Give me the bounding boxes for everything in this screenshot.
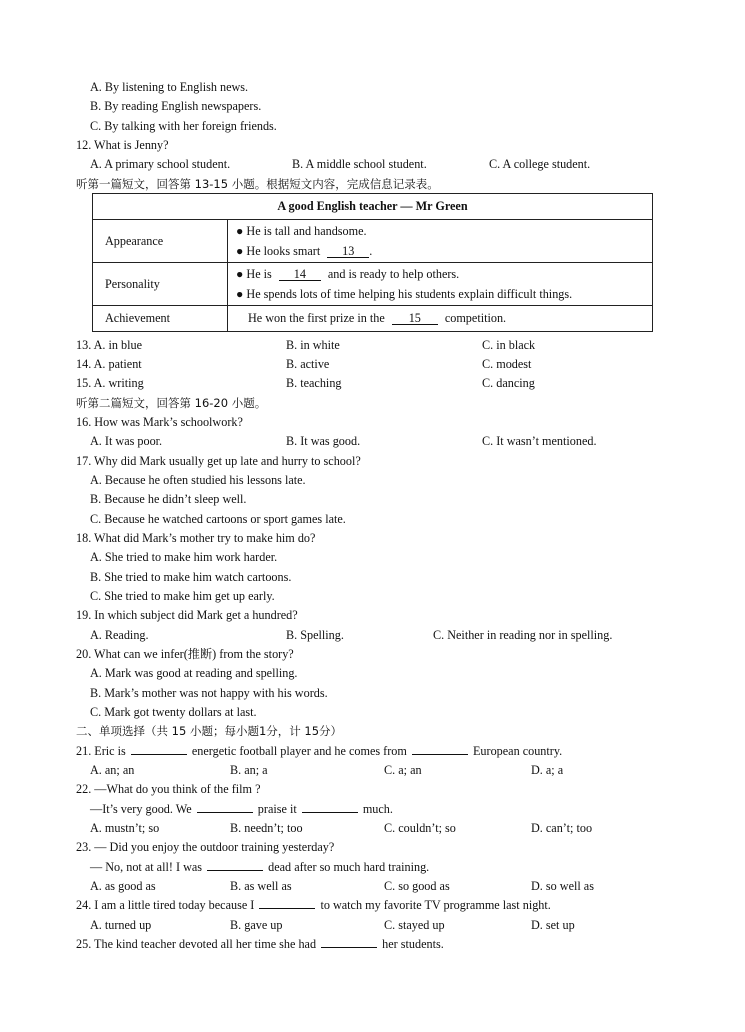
appearance-label: Appearance [93, 220, 228, 263]
answer-blank-15[interactable]: 15 [392, 312, 438, 325]
q21-option-d: D. a; a [531, 763, 564, 777]
personality-label: Personality [93, 263, 228, 306]
q23-blank[interactable] [207, 870, 263, 871]
q18-option-a: A. She tried to make him work harder. [90, 550, 278, 564]
q21-stem-part-1: 21. Eric is [76, 744, 126, 758]
q13-option-b: B. in white [286, 338, 340, 352]
appearance-line-2-end: . [369, 244, 373, 258]
q24-option-c: C. stayed up [384, 918, 445, 932]
info-table-title: A good English teacher — Mr Green [93, 194, 653, 220]
q18-option-c: C. She tried to make him get up early. [90, 589, 275, 603]
q22-option-b: B. needn’t; too [230, 821, 303, 835]
q19-option-c: C. Neither in reading nor in spelling. [433, 628, 613, 642]
q23-reply [90, 860, 429, 874]
achievement-cell [228, 306, 653, 332]
q17-option-c: C. Because he watched cartoons or sport games late. [90, 512, 346, 526]
q16-option-b: B. It was good. [286, 434, 361, 448]
q23-option-b: B. as well as [230, 879, 292, 893]
q22-blank-2[interactable] [302, 812, 358, 813]
q18-stem: 18. What did Mark’s mother try to make him do? [76, 531, 316, 545]
q21-option-c: C. a; an [384, 763, 422, 777]
section-16-20-heading: 听第二篇短文，回答第 16-20 小题。 [76, 396, 267, 410]
q25-stem-part-1: 25. The kind teacher devoted all her time she had [76, 937, 317, 951]
appearance-line-2 [236, 241, 652, 261]
answer-blank-13[interactable]: 13 [327, 245, 369, 258]
info-table [92, 193, 653, 332]
section-2-heading: 二、单项选择（共 15 小题；每小题1分，计 15分） [76, 724, 343, 738]
q12-stem: 12. What is Jenny? [76, 138, 169, 152]
q24-stem-part-2: to watch my favorite TV programme last night. [320, 898, 551, 912]
q24-option-d: D. set up [531, 918, 575, 932]
q22-blank-1[interactable] [197, 812, 253, 813]
q24-stem-part-1: 24. I am a little tired today because I [76, 898, 255, 912]
q23-option-a: A. as good as [90, 879, 156, 893]
personality-line-1 [236, 264, 652, 284]
q22-reply [90, 802, 393, 816]
q15-option-a: 15. A. writing [76, 376, 144, 390]
q15-option-b: B. teaching [286, 376, 342, 390]
appearance-line-1: ● He is tall and handsome. [236, 224, 367, 238]
answer-blank-14[interactable]: 14 [279, 268, 321, 281]
q16-stem: 16. How was Mark’s schoolwork? [76, 415, 243, 429]
personality-cell [228, 263, 653, 306]
q22-stem: 22. —What do you think of the film ? [76, 782, 261, 796]
q21-option-a: A. an; an [90, 763, 135, 777]
q20-option-c: C. Mark got twenty dollars at last. [90, 705, 257, 719]
q21-stem-part-2: energetic football player and he comes from [191, 744, 407, 758]
q15-option-c: C. dancing [482, 376, 535, 390]
q19-option-a: A. Reading. [90, 628, 149, 642]
achievement-end: competition. [444, 311, 507, 325]
q24-option-a: A. turned up [90, 918, 152, 932]
q12-option-c: C. A college student. [489, 157, 591, 171]
q22-reply-part-1: —It’s very good. We [90, 802, 192, 816]
q14-option-b: B. active [286, 357, 330, 371]
achievement-label: Achievement [93, 306, 228, 332]
q22-option-d: D. can’t; too [531, 821, 593, 835]
q22-option-c: C. couldn’t; so [384, 821, 456, 835]
q23-reply-part-1: — No, not at all! I was [90, 860, 203, 874]
q17-option-b: B. Because he didn’t sleep well. [90, 492, 247, 506]
q19-stem: 19. In which subject did Mark get a hundred? [76, 608, 298, 622]
q17-stem: 17. Why did Mark usually get up late and hurry to school? [76, 454, 361, 468]
q13-option-c: C. in black [482, 338, 536, 352]
q24-stem [76, 898, 551, 912]
q17-option-a: A. Because he often studied his lessons late. [90, 473, 306, 487]
q22-reply-part-3: much. [362, 802, 393, 816]
q14-option-c: C. modest [482, 357, 532, 371]
q23-option-d: D. so well as [531, 879, 594, 893]
q25-blank[interactable] [321, 947, 377, 948]
q21-stem [76, 744, 562, 758]
q18-option-b: B. She tried to make him watch cartoons. [90, 570, 292, 584]
q25-stem-part-2: her students. [382, 937, 444, 951]
q16-option-a: A. It was poor. [90, 434, 163, 448]
personality-line-1-text: ● He is [236, 267, 272, 281]
q16-option-c: C. It wasn’t mentioned. [482, 434, 597, 448]
q24-blank[interactable] [259, 908, 315, 909]
q13-option-a: 13. A. in blue [76, 338, 143, 352]
appearance-line-2-text: ● He looks smart [236, 244, 321, 258]
q12-option-a: A. A primary school student. [90, 157, 231, 171]
q21-blank-2[interactable] [412, 754, 468, 755]
q14-option-a: 14. A. patient [76, 357, 142, 371]
q11-option-b: B. By reading English newspapers. [90, 99, 262, 113]
q22-option-a: A. mustn’t; so [90, 821, 160, 835]
q23-stem: 23. — Did you enjoy the outdoor training yesterday? [76, 840, 335, 854]
q12-option-b: B. A middle school student. [292, 157, 427, 171]
q11-option-c: C. By talking with her foreign friends. [90, 119, 277, 133]
personality-line-1-end: and is ready to help others. [327, 267, 460, 281]
appearance-cell [228, 220, 653, 263]
q20-stem: 20. What can we infer(推断) from the story? [76, 647, 294, 661]
q11-option-a: A. By listening to English news. [90, 80, 249, 94]
q23-option-c: C. so good as [384, 879, 450, 893]
q21-stem-part-3: European country. [472, 744, 563, 758]
q25-stem [76, 937, 444, 951]
q20-option-a: A. Mark was good at reading and spelling. [90, 666, 298, 680]
q22-reply-part-2: praise it [257, 802, 297, 816]
q24-option-b: B. gave up [230, 918, 283, 932]
q23-reply-part-2: dead after so much hard training. [268, 860, 430, 874]
q21-option-b: B. an; a [230, 763, 268, 777]
achievement-text: He won the first prize in the [248, 311, 385, 325]
q21-blank-1[interactable] [131, 754, 187, 755]
q20-option-b: B. Mark’s mother was not happy with his words. [90, 686, 328, 700]
section-13-15-heading: 听第一篇短文，回答第 13-15 小题。根据短文内容，完成信息记录表。 [76, 177, 439, 191]
q19-option-b: B. Spelling. [286, 628, 344, 642]
personality-line-2: ● He spends lots of time helping his students explain difficult things. [236, 287, 573, 301]
